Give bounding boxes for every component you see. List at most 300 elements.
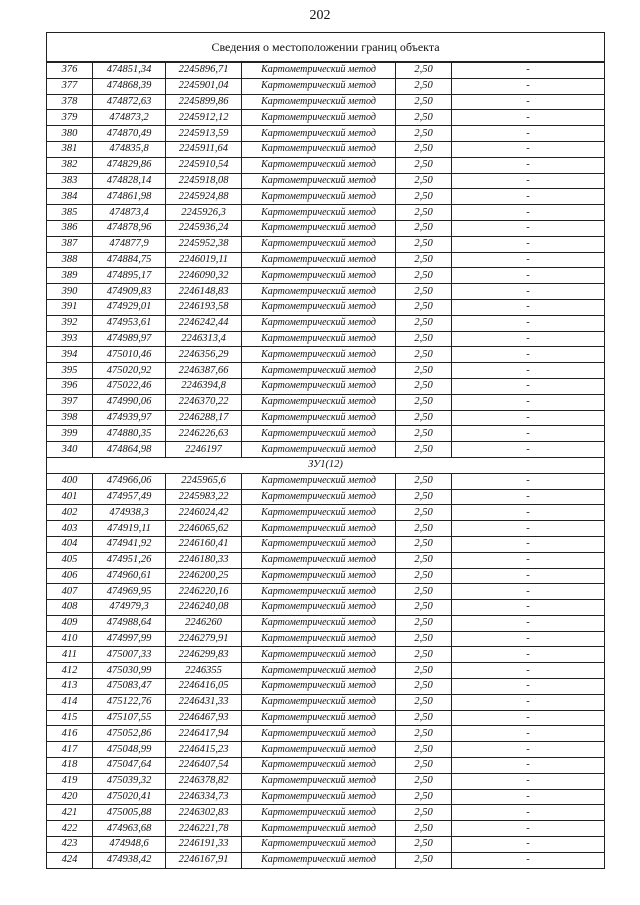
y-coordinate-cell: 2245926,3 [166,205,242,221]
table-row [47,299,605,315]
description-cell: - [452,631,605,647]
x-coordinate-cell: 474884,75 [93,252,166,268]
accuracy-cell: 2,50 [396,126,452,142]
table-row [47,126,605,142]
x-coordinate-cell: 474929,01 [93,299,166,315]
table-row [47,236,605,252]
table-row [47,536,605,552]
accuracy-cell: 2,50 [396,600,452,616]
description-cell: - [452,205,605,221]
x-coordinate-cell: 474873,4 [93,205,166,221]
section-row [47,457,605,473]
method-cell: Картометрический метод [242,220,396,236]
description-cell: - [452,426,605,442]
point-number-cell: 400 [47,473,93,489]
point-number-cell: 390 [47,284,93,300]
method-cell: Картометрический метод [242,710,396,726]
y-coordinate-cell: 2246431,33 [166,694,242,710]
x-coordinate-cell: 474861,98 [93,189,166,205]
description-cell: - [452,600,605,616]
description-cell: - [452,694,605,710]
accuracy-cell: 2,50 [396,694,452,710]
table-row [47,94,605,110]
table-row [47,347,605,363]
x-coordinate-cell: 474939,97 [93,410,166,426]
table-row [47,78,605,94]
y-coordinate-cell: 2246065,62 [166,521,242,537]
accuracy-cell: 2,50 [396,789,452,805]
description-cell: - [452,62,605,78]
method-cell: Картометрический метод [242,631,396,647]
y-coordinate-cell: 2246226,63 [166,426,242,442]
point-number-cell: 403 [47,521,93,537]
accuracy-cell: 2,50 [396,62,452,78]
method-cell: Картометрический метод [242,694,396,710]
x-coordinate-cell: 475039,32 [93,773,166,789]
y-coordinate-cell: 2245896,71 [166,62,242,78]
accuracy-cell: 2,50 [396,773,452,789]
y-coordinate-cell: 2245911,64 [166,141,242,157]
description-cell: - [452,252,605,268]
accuracy-cell: 2,50 [396,726,452,742]
accuracy-cell: 2,50 [396,141,452,157]
method-cell: Картометрический метод [242,299,396,315]
description-cell: - [452,489,605,505]
point-number-cell: 382 [47,157,93,173]
x-coordinate-cell: 475005,88 [93,805,166,821]
point-number-cell: 424 [47,852,93,868]
point-number-cell: 412 [47,663,93,679]
method-cell: Картометрический метод [242,378,396,394]
method-cell: Картометрический метод [242,726,396,742]
method-cell: Картометрический метод [242,157,396,173]
table-row [47,679,605,695]
description-cell: - [452,315,605,331]
point-number-cell: 383 [47,173,93,189]
table-row [47,710,605,726]
table-row [47,821,605,837]
point-number-cell: 401 [47,489,93,505]
point-number-cell: 393 [47,331,93,347]
y-coordinate-cell: 2245965,6 [166,473,242,489]
method-cell: Картометрический метод [242,852,396,868]
description-cell: - [452,78,605,94]
method-cell: Картометрический метод [242,173,396,189]
y-coordinate-cell: 2246024,42 [166,505,242,521]
accuracy-cell: 2,50 [396,315,452,331]
point-number-cell: 340 [47,442,93,458]
table-row [47,837,605,853]
point-number-cell: 422 [47,821,93,837]
point-number-cell: 380 [47,126,93,142]
y-coordinate-cell: 2246415,23 [166,742,242,758]
table-row [47,568,605,584]
table-row [47,694,605,710]
table-row [47,600,605,616]
accuracy-cell: 2,50 [396,552,452,568]
method-cell: Картометрический метод [242,205,396,221]
point-number-cell: 388 [47,252,93,268]
x-coordinate-cell: 474880,35 [93,426,166,442]
table-row [47,157,605,173]
description-cell: - [452,852,605,868]
accuracy-cell: 2,50 [396,631,452,647]
y-coordinate-cell: 2246260 [166,615,242,631]
table-row [47,141,605,157]
description-cell: - [452,758,605,774]
accuracy-cell: 2,50 [396,852,452,868]
table-row [47,442,605,458]
table-row [47,268,605,284]
method-cell: Картометрический метод [242,536,396,552]
y-coordinate-cell: 2246180,33 [166,552,242,568]
point-number-cell: 405 [47,552,93,568]
y-coordinate-cell: 2246356,29 [166,347,242,363]
table-row [47,758,605,774]
accuracy-cell: 2,50 [396,426,452,442]
point-number-cell: 416 [47,726,93,742]
table-title: Сведения о местоположении границ объекта [47,33,605,63]
x-coordinate-cell: 474997,99 [93,631,166,647]
point-number-cell: 402 [47,505,93,521]
x-coordinate-cell: 474989,97 [93,331,166,347]
boundary-coordinates-table [46,32,605,869]
description-cell: - [452,347,605,363]
y-coordinate-cell: 2245912,12 [166,110,242,126]
table-row [47,189,605,205]
y-coordinate-cell: 2246378,82 [166,773,242,789]
description-cell: - [452,821,605,837]
y-coordinate-cell: 2245918,08 [166,173,242,189]
description-cell: - [452,584,605,600]
accuracy-cell: 2,50 [396,742,452,758]
point-number-cell: 418 [47,758,93,774]
table-title-row [47,33,605,63]
x-coordinate-cell: 474868,39 [93,78,166,94]
x-coordinate-cell: 475122,76 [93,694,166,710]
point-number-cell: 386 [47,220,93,236]
x-coordinate-cell: 475107,55 [93,710,166,726]
y-coordinate-cell: 2246197 [166,442,242,458]
method-cell: Картометрический метод [242,126,396,142]
table-row [47,252,605,268]
table-row [47,505,605,521]
x-coordinate-cell: 474878,96 [93,220,166,236]
method-cell: Картометрический метод [242,347,396,363]
accuracy-cell: 2,50 [396,410,452,426]
table-row [47,284,605,300]
table-row [47,789,605,805]
point-number-cell: 408 [47,600,93,616]
accuracy-cell: 2,50 [396,615,452,631]
accuracy-cell: 2,50 [396,584,452,600]
y-coordinate-cell: 2245913,59 [166,126,242,142]
accuracy-cell: 2,50 [396,805,452,821]
accuracy-cell: 2,50 [396,331,452,347]
x-coordinate-cell: 475007,33 [93,647,166,663]
x-coordinate-cell: 474919,11 [93,521,166,537]
point-number-cell: 413 [47,679,93,695]
x-coordinate-cell: 474963,68 [93,821,166,837]
description-cell: - [452,126,605,142]
accuracy-cell: 2,50 [396,536,452,552]
point-number-cell: 392 [47,315,93,331]
method-cell: Картометрический метод [242,62,396,78]
accuracy-cell: 2,50 [396,679,452,695]
table-row [47,773,605,789]
method-cell: Картометрический метод [242,647,396,663]
table-row [47,410,605,426]
y-coordinate-cell: 2246019,11 [166,252,242,268]
point-number-cell: 377 [47,78,93,94]
method-cell: Картометрический метод [242,394,396,410]
accuracy-cell: 2,50 [396,489,452,505]
method-cell: Картометрический метод [242,442,396,458]
table-row [47,426,605,442]
point-number-cell: 398 [47,410,93,426]
method-cell: Картометрический метод [242,94,396,110]
table-row [47,394,605,410]
y-coordinate-cell: 2246193,58 [166,299,242,315]
table-row [47,521,605,537]
table-row [47,489,605,505]
table-row [47,62,605,78]
accuracy-cell: 2,50 [396,236,452,252]
description-cell: - [452,157,605,173]
description-cell: - [452,505,605,521]
point-number-cell: 394 [47,347,93,363]
y-coordinate-cell: 2246200,25 [166,568,242,584]
method-cell: Картометрический метод [242,742,396,758]
point-number-cell: 421 [47,805,93,821]
description-cell: - [452,647,605,663]
y-coordinate-cell: 2246407,54 [166,758,242,774]
table-row [47,805,605,821]
y-coordinate-cell: 2245924,88 [166,189,242,205]
table-row [47,315,605,331]
accuracy-cell: 2,50 [396,173,452,189]
x-coordinate-cell: 474990,06 [93,394,166,410]
x-coordinate-cell: 474957,49 [93,489,166,505]
description-cell: - [452,473,605,489]
accuracy-cell: 2,50 [396,394,452,410]
point-number-cell: 419 [47,773,93,789]
point-number-cell: 404 [47,536,93,552]
accuracy-cell: 2,50 [396,837,452,853]
accuracy-cell: 2,50 [396,568,452,584]
point-number-cell: 415 [47,710,93,726]
x-coordinate-cell: 474870,49 [93,126,166,142]
method-cell: Картометрический метод [242,805,396,821]
description-cell: - [452,363,605,379]
description-cell: - [452,726,605,742]
x-coordinate-cell: 474960,61 [93,568,166,584]
description-cell: - [452,220,605,236]
x-coordinate-cell: 475048,99 [93,742,166,758]
point-number-cell: 378 [47,94,93,110]
table-row [47,220,605,236]
table-row [47,631,605,647]
method-cell: Картометрический метод [242,773,396,789]
description-cell: - [452,442,605,458]
table-row [47,742,605,758]
table-row [47,663,605,679]
description-cell: - [452,742,605,758]
x-coordinate-cell: 474909,83 [93,284,166,300]
table-row [47,173,605,189]
method-cell: Картометрический метод [242,584,396,600]
point-number-cell: 376 [47,62,93,78]
y-coordinate-cell: 2246416,05 [166,679,242,695]
point-number-cell: 411 [47,647,93,663]
y-coordinate-cell: 2246167,91 [166,852,242,868]
y-coordinate-cell: 2246288,17 [166,410,242,426]
method-cell: Картометрический метод [242,410,396,426]
accuracy-cell: 2,50 [396,220,452,236]
x-coordinate-cell: 475030,99 [93,663,166,679]
accuracy-cell: 2,50 [396,189,452,205]
method-cell: Картометрический метод [242,679,396,695]
method-cell: Картометрический метод [242,141,396,157]
section-label: ЗУ1(12) [47,457,605,473]
table-row [47,552,605,568]
y-coordinate-cell: 2246090,32 [166,268,242,284]
accuracy-cell: 2,50 [396,299,452,315]
x-coordinate-cell: 475047,64 [93,758,166,774]
point-number-cell: 407 [47,584,93,600]
y-coordinate-cell: 2246160,41 [166,536,242,552]
point-number-cell: 397 [47,394,93,410]
description-cell: - [452,568,605,584]
x-coordinate-cell: 474835,8 [93,141,166,157]
x-coordinate-cell: 474948,6 [93,837,166,853]
y-coordinate-cell: 2245983,22 [166,489,242,505]
description-cell: - [452,331,605,347]
point-number-cell: 395 [47,363,93,379]
point-number-cell: 396 [47,378,93,394]
description-cell: - [452,805,605,821]
description-cell: - [452,679,605,695]
accuracy-cell: 2,50 [396,710,452,726]
description-cell: - [452,173,605,189]
description-cell: - [452,710,605,726]
method-cell: Картометрический метод [242,837,396,853]
description-cell: - [452,141,605,157]
description-cell: - [452,410,605,426]
y-coordinate-cell: 2245910,54 [166,157,242,173]
point-number-cell: 387 [47,236,93,252]
x-coordinate-cell: 474969,95 [93,584,166,600]
point-number-cell: 406 [47,568,93,584]
y-coordinate-cell: 2246355 [166,663,242,679]
y-coordinate-cell: 2245952,38 [166,236,242,252]
description-cell: - [452,378,605,394]
method-cell: Картометрический метод [242,473,396,489]
table-row [47,363,605,379]
x-coordinate-cell: 474979,3 [93,600,166,616]
x-coordinate-cell: 474966,06 [93,473,166,489]
table-row [47,647,605,663]
description-cell: - [452,536,605,552]
point-number-cell: 420 [47,789,93,805]
x-coordinate-cell: 474864,98 [93,442,166,458]
accuracy-cell: 2,50 [396,473,452,489]
description-cell: - [452,552,605,568]
method-cell: Картометрический метод [242,110,396,126]
method-cell: Картометрический метод [242,331,396,347]
point-number-cell: 417 [47,742,93,758]
y-coordinate-cell: 2246240,08 [166,600,242,616]
method-cell: Картометрический метод [242,789,396,805]
method-cell: Картометрический метод [242,268,396,284]
x-coordinate-cell: 474988,64 [93,615,166,631]
y-coordinate-cell: 2245899,86 [166,94,242,110]
point-number-cell: 410 [47,631,93,647]
method-cell: Картометрический метод [242,521,396,537]
point-number-cell: 389 [47,268,93,284]
description-cell: - [452,284,605,300]
x-coordinate-cell: 474938,3 [93,505,166,521]
page-number: 202 [309,8,331,23]
accuracy-cell: 2,50 [396,347,452,363]
method-cell: Картометрический метод [242,758,396,774]
point-number-cell: 409 [47,615,93,631]
y-coordinate-cell: 2245936,24 [166,220,242,236]
accuracy-cell: 2,50 [396,758,452,774]
x-coordinate-cell: 474829,86 [93,157,166,173]
description-cell: - [452,773,605,789]
x-coordinate-cell: 474851,34 [93,62,166,78]
x-coordinate-cell: 474828,14 [93,173,166,189]
table-row [47,473,605,489]
method-cell: Картометрический метод [242,252,396,268]
table-row [47,615,605,631]
accuracy-cell: 2,50 [396,110,452,126]
accuracy-cell: 2,50 [396,821,452,837]
y-coordinate-cell: 2246302,83 [166,805,242,821]
method-cell: Картометрический метод [242,236,396,252]
description-cell: - [452,789,605,805]
method-cell: Картометрический метод [242,600,396,616]
method-cell: Картометрический метод [242,78,396,94]
table-row [47,110,605,126]
y-coordinate-cell: 2246467,93 [166,710,242,726]
accuracy-cell: 2,50 [396,363,452,379]
x-coordinate-cell: 474938,42 [93,852,166,868]
accuracy-cell: 2,50 [396,157,452,173]
accuracy-cell: 2,50 [396,663,452,679]
y-coordinate-cell: 2246334,73 [166,789,242,805]
accuracy-cell: 2,50 [396,647,452,663]
point-number-cell: 399 [47,426,93,442]
y-coordinate-cell: 2246387,66 [166,363,242,379]
description-cell: - [452,268,605,284]
x-coordinate-cell: 474953,61 [93,315,166,331]
accuracy-cell: 2,50 [396,505,452,521]
y-coordinate-cell: 2246242,44 [166,315,242,331]
method-cell: Картометрический метод [242,505,396,521]
accuracy-cell: 2,50 [396,78,452,94]
table-row [47,331,605,347]
y-coordinate-cell: 2246221,78 [166,821,242,837]
method-cell: Картометрический метод [242,552,396,568]
method-cell: Картометрический метод [242,821,396,837]
y-coordinate-cell: 2246191,33 [166,837,242,853]
method-cell: Картометрический метод [242,426,396,442]
point-number-cell: 381 [47,141,93,157]
table-row [47,378,605,394]
method-cell: Картометрический метод [242,663,396,679]
